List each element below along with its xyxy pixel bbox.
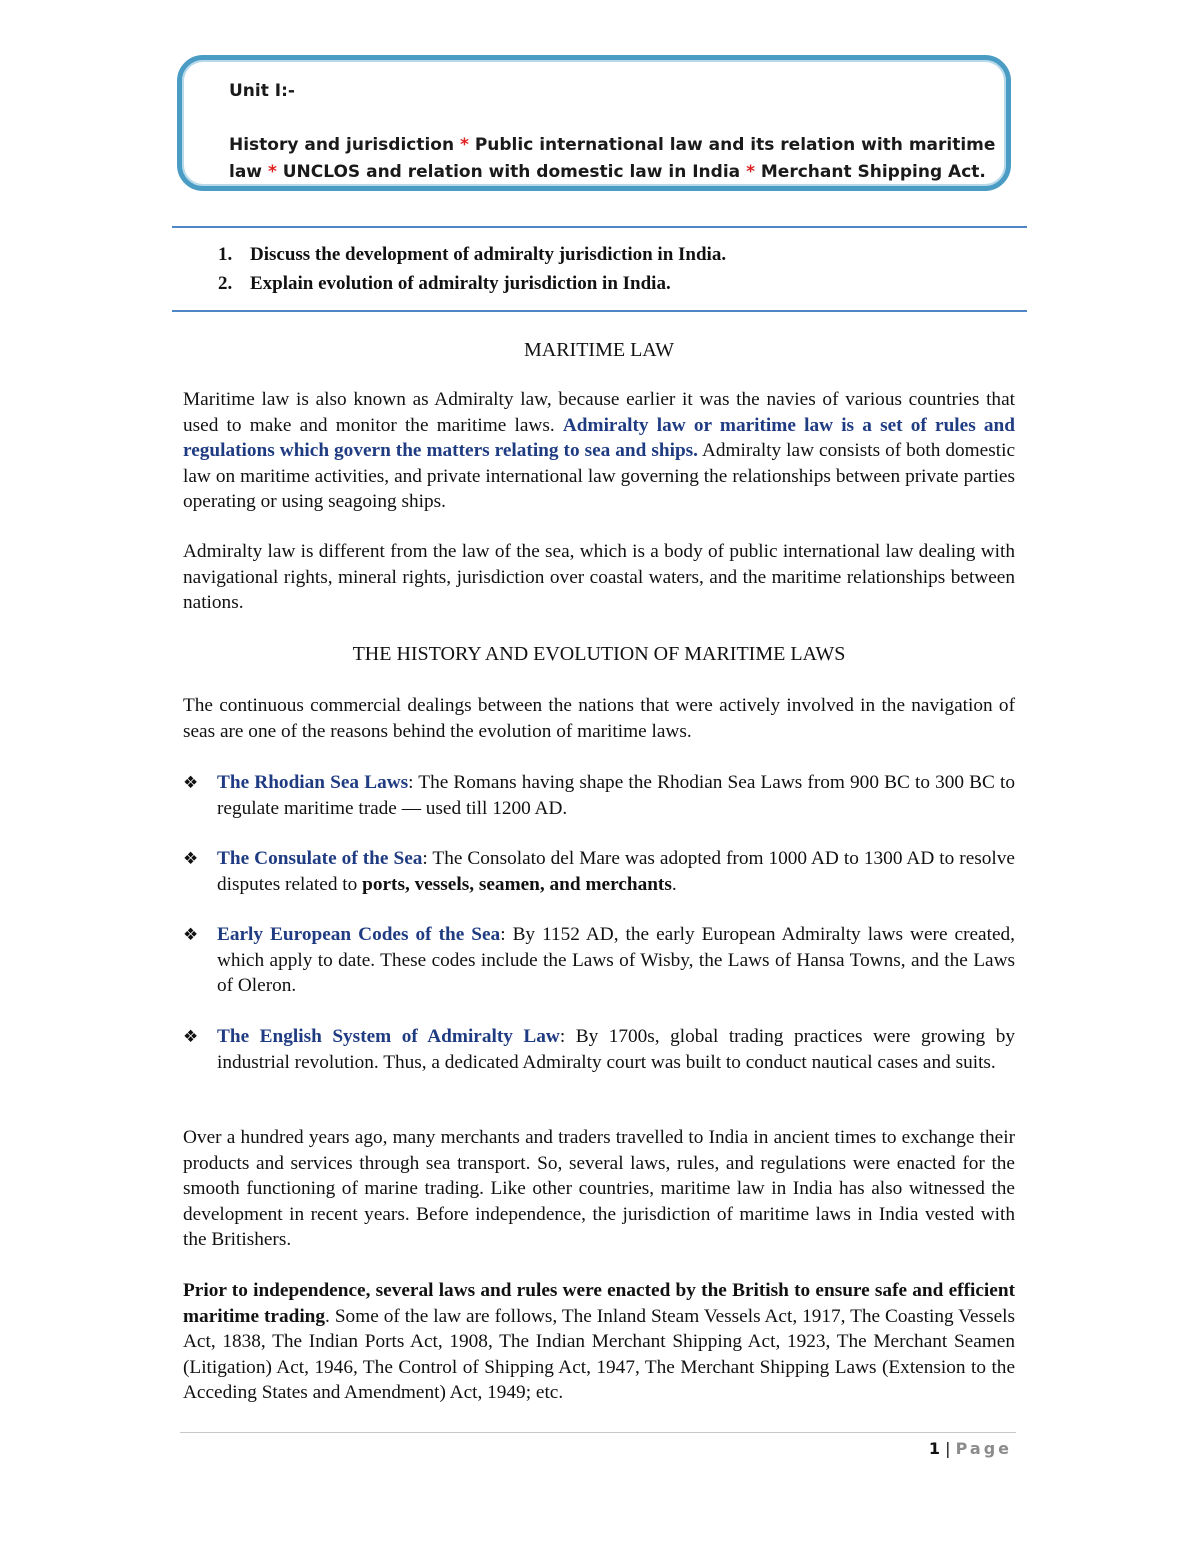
question-list (218, 240, 1018, 298)
page-footer (900, 1439, 1012, 1458)
bullet-end: . (671, 873, 677, 895)
bullet-body: : By 1700s, global trading practices were growing by industrial revolution. Thus, a dedicated Admiralty court was built to conduct nautical cases and suits. (217, 1026, 1015, 1073)
unit-summary-box (177, 55, 1011, 191)
bullet-text (217, 1024, 1015, 1075)
bullet-title: The Rhodian Sea Laws (217, 772, 409, 793)
bullet-text (217, 846, 1015, 897)
unit-title: Unit I:- (229, 81, 295, 101)
diamond-bullet-icon: ❖ (183, 925, 199, 945)
topic-separator-star: * (267, 162, 277, 182)
question-number: 1. (218, 244, 233, 265)
section-heading-history: THE HISTORY AND EVOLUTION OF MARITIME LAWS (352, 643, 846, 665)
paragraph-admiralty-vs-law-of-sea: Admiralty law is different from the law of the sea, which is a body of public international law dealing with navigational rights, mineral rights, jurisdiction over coastal waters, and the maritime relationships between nations. (183, 541, 1015, 614)
paragraph-text: Admiralty law consists of both domestic law on maritime activities, and private international law governing the relationships between private parties operating or using seagoing ships. (183, 440, 1015, 513)
paragraph-text: Maritime law is also known as Admiralty law, because earlier it was the navies of various countries that used to make and monitor the maritime laws. (183, 389, 1015, 436)
bullet-body: : By 1152 AD, the early European Admiralty laws were created, which apply to date. These codes include the Laws of Wisby, the Laws of Hansa Towns, and the Laws of Oleron. (217, 924, 1015, 997)
footer-divider (180, 1432, 1016, 1433)
topic-separator-star: * (460, 135, 469, 155)
paragraph-maritime-definition (183, 387, 1015, 515)
highlighted-definition: Admiralty law or maritime law is a set of rules and regulations which govern the matters relating to sea and ships. (183, 414, 1015, 462)
unit-topic-2: Public international law and its relation with maritime law (229, 135, 996, 182)
questions-bottom-rule (172, 310, 1027, 312)
questions-top-rule (172, 226, 1027, 228)
paragraph-british-laws (183, 1278, 1015, 1406)
unit-topics (229, 132, 999, 186)
question-text: Explain evolution of admiralty jurisdiction in India. (250, 273, 671, 294)
unit-topic-4: Merchant Shipping Act. (760, 162, 986, 182)
question-text: Discuss the development of admiralty jurisdiction in India. (250, 244, 727, 265)
unit-topic-1: History and jurisdiction (229, 135, 455, 155)
page-number: 1 (928, 1439, 941, 1458)
bullet-title: The English System of Admiralty Law (217, 1026, 560, 1047)
paragraph-history-intro: The continuous commercial dealings between the nations that were actively involved in the navigation of seas are one of the reasons behind the evolution of maritime laws. (183, 695, 1015, 742)
diamond-bullet-icon: ❖ (183, 1027, 199, 1047)
bullet-text (217, 922, 1015, 999)
bullet-title: Early European Codes of the Sea (217, 924, 501, 945)
paragraph-india-history: Over a hundred years ago, many merchants and traders travelled to India in ancient times to exchange their products and services through sea transport. So, several laws, rules, and regulations were enacted for the smooth functioning of marine trading. Like other countries, maritime law in India has also witnessed the development in recent years. Before independence, the jurisdiction of maritime laws in India vested with the Britishers. (183, 1127, 1015, 1251)
question-number: 2. (218, 273, 233, 294)
paragraph-bold-lead: Prior to independence, several laws and rules were enacted by the British to ensure safe and efficient maritime trading (183, 1280, 1015, 1327)
bullet-title: The Consulate of the Sea (217, 848, 423, 869)
paragraph-text: . Some of the law are follows, The Inland Steam Vessels Act, 1917, The Coasting Vessels Act, 1838, The Indian Ports Act, 1908, The Indian Merchant Shipping Act, 1923, The Merchant Seamen (Litigation) Act, 1946, The Control of Shipping Act, 1947, The Merchant Shipping Laws (Extension to the Acceding States and Amendment) Act, 1949; etc. (183, 1305, 1015, 1404)
topic-separator-star: * (746, 162, 755, 182)
bullet-bold-text: ports, vessels, seamen, and merchants (362, 873, 672, 895)
bullet-body: : The Consolato del Mare was adopted from 1000 AD to 1300 AD to resolve disputes related to (217, 848, 1015, 895)
unit-topic-3: UNCLOS and relation with domestic law in India (282, 162, 741, 182)
section-heading-maritime-law: MARITIME LAW (523, 339, 675, 361)
page-label: Page (955, 1439, 1012, 1458)
bullet-text (217, 770, 1015, 821)
footer-separator: | (945, 1439, 951, 1458)
question-item (218, 269, 1018, 298)
diamond-bullet-icon: ❖ (183, 849, 199, 869)
bullet-body: : The Romans having shape the Rhodian Sea Laws from 900 BC to 300 BC to regulate maritime trade — used till 1200 AD. (217, 772, 1016, 819)
question-item (218, 240, 1018, 269)
diamond-bullet-icon: ❖ (183, 773, 199, 793)
